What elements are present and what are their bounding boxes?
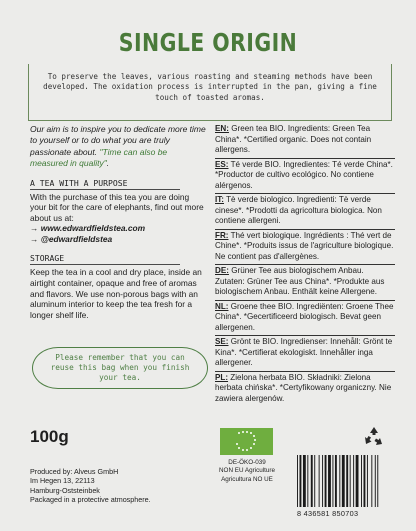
aim-quote: "Time can also be measured in quality": [30, 146, 168, 169]
divider: [215, 335, 395, 336]
certification-code: [212, 459, 282, 484]
page-title: SINGLE ORIGIN: [118, 28, 298, 57]
lang-code: IT:: [215, 195, 224, 204]
lang-text: Thé vert biologique. Ingrédients : Thé vert de Chine*. *Produits issus de l'agriculture biologique. Ne contient pas d'allergènes.: [215, 230, 394, 261]
divider: [215, 193, 395, 194]
producer-line: Im Hegen 13, 22113: [30, 476, 95, 486]
cert-line: DE-ÖKO-039: [228, 459, 266, 466]
intro-text: To preserve the leaves, various roasting and steaming methods have been developed. The oxidation process is interrupted in the pan, giving a fine touch of toasted aromas.: [43, 72, 377, 102]
lang-entry-pl: [215, 373, 395, 405]
producer-line: Produced by: Alveus GmbH: [30, 467, 119, 476]
lang-entry-fr: [215, 231, 395, 263]
lang-entry-se: [215, 337, 395, 369]
lang-text: Groene thee BIO. Ingrediënten: Groene Thee China*. *Gecertificeerd biologisch. Bevat geen allergenen.: [215, 301, 394, 332]
lang-code: DE:: [215, 266, 229, 275]
lang-code: ES:: [215, 159, 229, 169]
social-handle-link[interactable]: → @edwardfieldstea: [30, 234, 113, 245]
barcode-number: 8 436581 850703: [297, 509, 359, 518]
cert-line: Agricultura NO UE: [221, 475, 273, 483]
website-link[interactable]: → www.edwardfieldstea.com: [30, 223, 146, 234]
divider: [215, 300, 395, 301]
purpose-heading: A TEA WITH A PURPOSE: [30, 178, 180, 190]
barcode: [295, 455, 395, 513]
lang-text: Green tea BIO. Ingredients: Green Tea China*. *Certified organic. Does not contain allergens.: [215, 124, 372, 154]
languages-column: [215, 124, 395, 404]
lang-entry-de: [215, 266, 395, 298]
lang-entry-en: [215, 124, 395, 156]
lang-text: Grüner Tee aus biologischem Anbau. Zutaten: Grüner Tee aus China*. *Produkte aus biologischem Anbau. Enthält keine Allergene.: [215, 266, 385, 296]
aim-paragraph: [30, 124, 206, 170]
lang-text: Zielona herbata BIO. Składniki: Zielona herbata chińska*. *Certyfikowany organiczny. Nie zawiera alergenów.: [215, 372, 392, 403]
divider: [215, 158, 395, 159]
left-column: [30, 124, 206, 320]
lang-code: PL:: [215, 372, 229, 382]
reuse-notice: Please remember that you can reuse this bag when you finish your tea.: [32, 347, 208, 389]
purpose-text: With the purchase of this tea you are doing your bit for the care of elephants, find out more about us at:: [30, 191, 204, 223]
divider: [215, 371, 395, 372]
lang-text: Té verde BIO. Ingredientes: Té verde China*. *Productor de cultivo ecológico. No contiene alérgenos.: [215, 159, 393, 190]
lang-code: NL:: [215, 301, 229, 311]
lang-entry-it: [215, 195, 395, 227]
cert-line: NON EU Agriculture: [219, 467, 275, 475]
producer-info: [30, 467, 151, 504]
recycle-icon: [363, 426, 385, 453]
divider: [215, 229, 395, 230]
storage-text: Keep the tea in a cool and dry place, inside an airtight container, opaque and free of aromas and flavors. We use non-porous bags with an aluminum interior to keep the tea fresh for a longer shelf life.: [30, 267, 202, 320]
aim-text: Our aim is to inspire you to dedicate more time to yourself or to do what you are truly passionate about.: [30, 124, 206, 157]
aim-end: .: [106, 158, 110, 169]
net-weight: 100g: [30, 427, 69, 446]
lang-text: Grönt te BIO. Ingredienser: Innehåll: Grönt te Kina*. *Certifierat ekologiskt. Innehåller inga allergener.: [215, 337, 393, 367]
eu-organic-leaf-icon: [220, 428, 273, 455]
lang-code: SE:: [215, 337, 229, 346]
lang-entry-nl: [215, 302, 395, 334]
lang-code: FR:: [215, 230, 229, 240]
lang-entry-es: [215, 160, 395, 192]
lang-code: EN:: [215, 124, 229, 133]
divider: [215, 264, 395, 265]
lang-text: Tè verde biologico. Ingredienti: Tè verde cinese*. *Prodotti da agricoltura biologica. Non contiene allergeni.: [215, 195, 382, 225]
storage-heading: STORAGE: [30, 253, 180, 265]
producer-line: Hamburg-Oststeinbek: [30, 485, 100, 495]
producer-line: Packaged in a protective atmosphere.: [30, 494, 151, 504]
